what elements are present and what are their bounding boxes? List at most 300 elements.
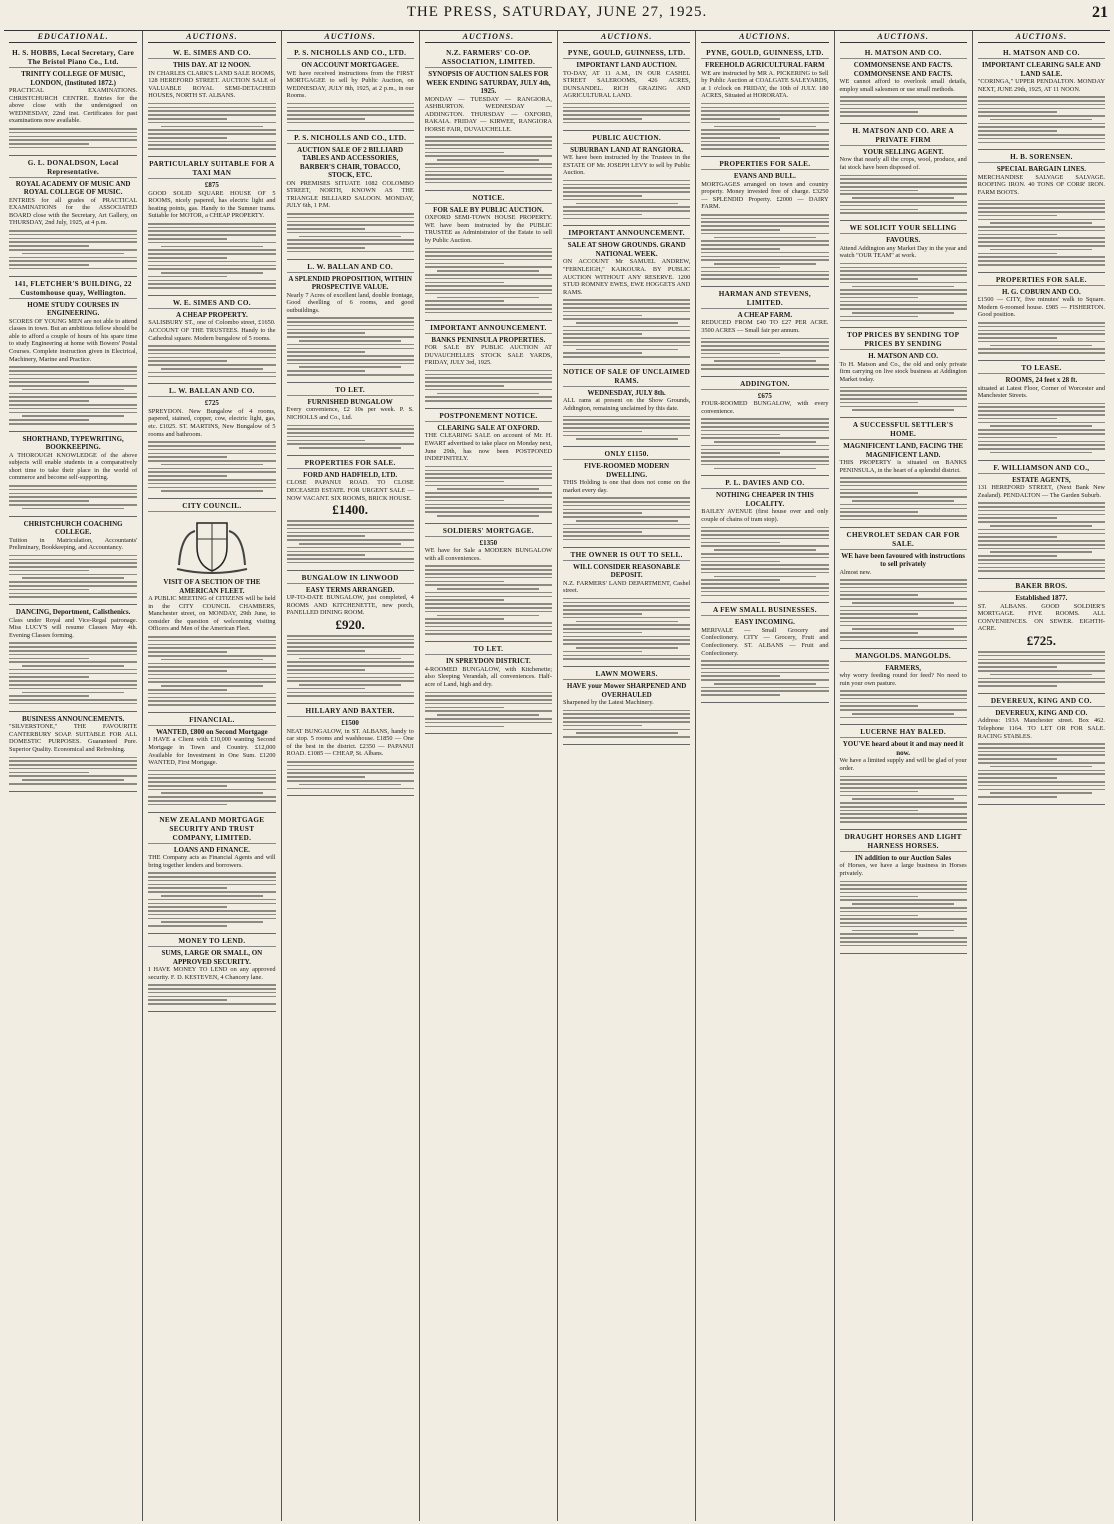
ad-heading: THIS DAY. AT 12 NOON. <box>172 61 251 69</box>
advertisement <box>840 725 967 829</box>
ad-firm: BUNGALOW IN LINWOOD <box>287 574 414 584</box>
advertisement <box>287 46 414 131</box>
ad-body: ON ACCOUNT Mr SAMUEL ANDREW, "FERNLEIGH," KAIKOURA. BY PUBLIC AUCTION WITHOUT ANY RESERVE. 1200 STUD ROMNEY EWES, EWE HOGGETS AND RAMS. <box>563 258 691 296</box>
advertisement <box>287 131 414 260</box>
ad-body: We have a limited supply and will be glad of your order. <box>839 757 967 773</box>
advertisement <box>563 131 690 227</box>
ad-firm: FINANCIAL. <box>148 716 275 726</box>
ad-heading: £725 <box>204 399 219 408</box>
small-print-lines <box>978 502 1105 572</box>
small-print-lines <box>148 345 275 377</box>
small-print-lines <box>701 418 828 469</box>
small-print-lines <box>425 248 552 314</box>
ad-firm: N.Z. FARMERS' CO-OP. ASSOCIATION, LIMITED. <box>425 49 552 68</box>
small-print-lines <box>978 651 1105 687</box>
column-header: AUCTIONS. <box>425 31 552 43</box>
ad-body: SALISBURY ST., one of Colombo street, £1650. ACCOUNT OF THE TRUSTEES. Handy to the Cathedral square. Modern bungalow of 5 rooms. <box>148 319 276 342</box>
ad-body: CLOSE PAPANUI ROAD. TO CLOSE DECEASED ESTATE. FOR URGENT SALE — NOW VACANT. SIX ROOMS, BRICK HOUSE. <box>286 479 414 502</box>
ad-heading: COMMONSENSE AND FACTS. COMMONSENSE AND FACTS. <box>853 61 953 78</box>
column-header: AUCTIONS. <box>287 31 414 43</box>
advertisement <box>840 830 967 954</box>
ad-body: Now that nearly all the crops, wool, produce, and fat stock have been disposed of. <box>839 156 967 171</box>
small-print-lines <box>287 520 414 563</box>
ad-heading: H. G. COBURN AND CO. <box>1001 287 1081 296</box>
ad-body: IN CHARLES CLARK'S LAND SALE ROOMS, 128 HEREFORD STREET. AUCTION SALE of VALUABLE ROYAL SEMI-DETACHED HOUSES, NORTH ST. ALBANS. <box>148 69 276 100</box>
ad-heading: HAVE your Mower SHARPENED AND OVERHAULED <box>566 682 687 699</box>
advertisement <box>563 667 690 745</box>
advertisement <box>840 418 967 528</box>
advertisement <box>701 157 828 287</box>
ad-heading: FOR SALE BY PUBLIC AUCTION. <box>433 205 544 214</box>
masthead-title: THE PRESS, SATURDAY, JUNE 27, 1925. <box>406 4 708 20</box>
small-print-lines <box>840 477 967 520</box>
advertisement <box>148 384 275 499</box>
ad-heading: ON ACCOUNT MORTGAGEE. <box>301 61 399 69</box>
ad-firm: H. S. HOBBS, Local Secretary, Care The Bristol Piano Co., Ltd. <box>9 49 137 68</box>
ad-heading: IMPORTANT LAND AUCTION. <box>576 61 677 69</box>
ad-body: WE are instructed by MR A. PICKERING to Sell by Public Auction at COALGATE SALEYARDS, at 1 o'clock on FRIDAY, the 10th of JULY. 180 ACRES, Situated at HORORATA. <box>701 69 829 100</box>
advertisement <box>425 642 552 734</box>
ad-body: I HAVE MONEY TO LEND on any approved security. F. D. KESTEVEN, 4 Chancery lane. <box>148 966 276 981</box>
small-print-lines <box>563 299 690 357</box>
ad-firm: H. MATSON AND CO. <box>840 49 967 59</box>
advertisement <box>563 46 690 131</box>
ad-body: FOUR-ROOMED BUNGALOW, with every convenience. <box>701 400 829 415</box>
small-print-lines <box>287 317 414 375</box>
column-header: EDUCATIONAL. <box>9 31 137 43</box>
ad-body: ALL rams at present on the Show Grounds, Addington, remaining unclaimed by this date. <box>563 397 691 412</box>
ad-body: SPREYDON. New Bungalow of 4 rooms, papered, stained, copper, cow, electric light, gas, etc. £1025. ST. MARTINS, New Bungalow of 5 rooms and bathroom. <box>148 407 276 438</box>
ad-body: PRACTICAL EXAMINATIONS. CHRISTCHURCH CENTRE. Entries for the above close with the undersigned on WEDNESDAY, 22nd inst. Certificates for past examinations now available. <box>9 87 138 125</box>
ad-heading: AUCTION SALE OF 2 BILLIARD TABLES AND ACCESSORIES, BARBER'S CHAIR, TOBACCO, STOCK, ETC. <box>297 145 404 180</box>
advertisement <box>425 46 552 191</box>
ad-body: Address: 193A Manchester street. Box 462. Telephone 1164. TO LET OR FOR SALE. RACING STABLES. <box>977 717 1105 740</box>
ad-firm: NOTICE. <box>425 194 552 204</box>
small-print-lines <box>701 103 828 150</box>
small-print-lines <box>287 635 414 697</box>
ad-body: Attend Addington any Market Day in the year and watch "OUR TEAM" at work. <box>839 244 967 260</box>
ad-firm: L. W. BALLAN AND CO. <box>287 263 414 273</box>
advertisement <box>148 813 275 934</box>
advertisement <box>840 124 967 221</box>
small-print-lines <box>148 872 275 927</box>
ad-body: 4-ROOMED BUNGALOW, with Kitchenette; also Sleeping Verandah, all conveniences. Half-acre of Land, high and dry. <box>424 665 552 688</box>
advertisement <box>9 605 137 712</box>
ad-body: MERIVALE — Small Grocery and Confectionery. CITY — Grocery, Fruit and Confectionery. ST. ALBANS — Fruit and Confectionery. <box>701 626 829 657</box>
small-print-lines <box>840 263 967 321</box>
ad-firm: PROPERTIES FOR SALE. <box>978 276 1105 286</box>
column <box>972 31 1110 1521</box>
small-print-lines <box>563 710 690 738</box>
advertisement <box>563 365 690 447</box>
small-print-lines <box>148 223 275 289</box>
ad-body: FOR SALE BY PUBLIC AUCTION AT DUVAUCHELLES STOCK SALE YARDS, FRIDAY, JULY 3rd, 1925. <box>424 344 552 367</box>
small-print-lines <box>840 579 967 641</box>
ad-firm: P. S. NICHOLLS AND CO., LTD. <box>287 49 414 59</box>
small-print-lines <box>563 497 690 540</box>
ad-firm: TO LET. <box>287 386 414 396</box>
ad-heading: DEVEREUX, KING AND CO. <box>995 708 1088 717</box>
column-header: AUCTIONS. <box>701 31 828 43</box>
ad-heading: WE have been favoured with instructions to sell privately <box>841 551 965 569</box>
advertisement <box>425 191 552 321</box>
small-print-lines <box>701 214 828 280</box>
ad-firm: 141, FLETCHER'S BUILDING, 22 Customhouse quay, Wellington. <box>9 280 137 299</box>
ad-firm: LAWN MOWERS. <box>563 670 690 680</box>
ad-heading: IN addition to our Auction Sales <box>855 853 952 862</box>
ad-body: MERCHANDISE SALVAGE SALVAGE. ROOFING IRON. 40 TONS OF CORR' IRON. FARM BOOTS. <box>977 173 1105 197</box>
page-number: 21 <box>1092 4 1108 21</box>
ad-heading: A CHEAP PROPERTY. <box>176 310 248 319</box>
ad-heading: ROYAL ACADEMY OF MUSIC AND ROYAL COLLEGE OF MUSIC. <box>15 179 131 197</box>
advertisement <box>148 934 275 1012</box>
ad-heading: BANKS PENINSULA PROPERTIES. <box>431 335 546 344</box>
ad-heading: £1500 <box>341 719 359 728</box>
ad-heading: £675 <box>757 391 772 400</box>
advertisement <box>701 603 828 703</box>
advertisement <box>840 221 967 328</box>
ad-firm: NOTICE OF SALE OF UNCLAIMED RAMS. <box>563 367 691 385</box>
ad-heading: Established 1877. <box>1015 594 1068 603</box>
advertisement <box>9 517 137 606</box>
column <box>4 31 142 1521</box>
ad-heading: £875 <box>204 181 219 190</box>
small-print-lines <box>287 213 414 252</box>
ad-heading: A SPLENDID PROPOSITION, WITHIN PROSPECTIVE VALUE. <box>288 274 412 292</box>
small-print-lines <box>425 370 552 402</box>
ad-body: I HAVE a Client with £10,000 wanting Second Mortgage in Town and Country. £12,000 Available for Investment in One Sum. £1200 WANTED, First Mortgage. <box>148 736 276 767</box>
advertisement <box>701 377 828 477</box>
advertisement <box>425 321 552 409</box>
city-crest-icon <box>167 515 257 575</box>
ad-heading: DANCING, Deportment, Calisthenics. <box>15 608 131 617</box>
ad-body: A PUBLIC MEETING of CITIZENS will be held in the CITY COUNCIL CHAMBERS, Manchester street, on MONDAY, 29th June, to consider the question of welcoming visiting Officers and Men of the American Fleet. <box>148 595 276 633</box>
ad-body: ON PREMISES SITUATE 1082 COLOMBO STREET, NORTH, KNOWN AS THE TRIANGLE BILLIARD SALOON. MONDAY, JULY 6th, 1 P.M. <box>286 179 414 210</box>
ad-firm: ADDINGTON. <box>701 380 828 390</box>
ad-heading: FURNISHED BUNGALOW <box>307 397 393 406</box>
ad-heading: SUBURBAN LAND AT RANGIORA. <box>570 145 684 154</box>
small-print-lines <box>563 103 690 124</box>
ad-heading: CHRISTCHURCH COACHING COLLEGE. <box>23 519 123 537</box>
small-print-lines <box>425 692 552 728</box>
ad-heading: SYNOPSIS OF AUCTION SALES FOR WEEK ENDING SATURDAY, JULY 4th, 1925. <box>426 70 551 95</box>
ad-body: Nearly 7 Acres of excellent land, double frontage, Good dwelling of 6 rooms, and good outbuildings. <box>286 291 414 314</box>
advertisement <box>287 704 414 796</box>
ad-heading: YOUR SELLING AGENT. <box>862 147 944 156</box>
ad-body: THE Company acts as Financial Agents and will bring together lenders and borrowers. <box>148 854 276 869</box>
small-print-lines <box>701 527 828 597</box>
small-print-lines <box>148 770 275 806</box>
ad-heading: SHORTHAND, TYPEWRITING, BOOKKEEPING. <box>22 434 124 452</box>
small-print-lines <box>148 984 275 1005</box>
ad-heading: NOTHING CHEAPER IN THIS LOCALITY. <box>716 491 814 508</box>
small-print-lines <box>9 642 137 704</box>
small-print-lines <box>287 425 414 449</box>
ad-firm: PROPERTIES FOR SALE. <box>287 459 414 469</box>
ad-firm: HARMAN AND STEVENS, LIMITED. <box>701 290 828 309</box>
small-print-lines <box>840 96 967 117</box>
small-print-lines <box>425 466 552 517</box>
ad-heading: LOANS AND FINANCE. <box>173 845 250 854</box>
advertisement <box>563 226 690 364</box>
ad-firm: TO LEASE. <box>978 364 1105 374</box>
ad-firm: SOLDIERS' MORTGAGE. <box>425 527 552 537</box>
ad-body: WE cannot afford to overlook small details, employ small salesmen or use small methods. <box>839 78 967 93</box>
ad-body: THIS PROPERTY is situated on BANKS PENINSULA, in the heart of a splendid district. <box>839 459 967 474</box>
ad-firm: TO LET. <box>425 645 552 655</box>
column-header: AUCTIONS. <box>978 31 1105 43</box>
ad-heading: ESTATE AGENTS, <box>1012 475 1071 484</box>
column <box>419 31 557 1521</box>
ad-heading: A CHEAP FARM. <box>737 310 793 319</box>
small-print-lines <box>9 366 137 424</box>
ad-heading: EASY INCOMING. <box>734 618 795 627</box>
ad-body: WE have for Sale a MODERN BUNGALOW with all conveniences. <box>424 547 552 562</box>
advertisement <box>148 713 275 813</box>
ad-body: MORTGAGES arranged on town and country property. Money invested free of charge. £3250 — SPLENDID Property. £2000 — DAIRY FARM. <box>701 180 829 211</box>
ad-body: SCORES OF YOUNG MEN are not able to attend classes in town. But an ambitious fellow should be able to afford a couple of hours of his spare time to study Engineering at home with Bowers' Postal Courses. Complete instruction given in Electrical, Machinery, Marine and Practice. <box>9 317 138 363</box>
small-print-lines <box>9 757 137 785</box>
small-print-lines <box>840 387 967 411</box>
columns-area <box>4 30 1110 1521</box>
advertisement <box>425 524 552 643</box>
ad-firm: BAKER BROS. <box>978 582 1105 592</box>
ad-firm: A FEW SMALL BUSINESSES. <box>701 606 828 616</box>
ad-body: "CORINGA," UPPER PENDALTON. MONDAY NEXT, JUNE 29th, 1925, AT 11 NOON. <box>977 78 1105 93</box>
ad-firm: PYNE, GOULD, GUINNESS, LTD. <box>563 49 690 59</box>
small-print-lines <box>287 761 414 789</box>
ad-heading: MAGNIFICENT LAND, FACING THE MAGNIFICENT LAND. <box>843 442 964 459</box>
ad-firm: L. W. BALLAN AND CO. <box>148 387 275 397</box>
ad-firm: PROPERTIES FOR SALE. <box>701 160 828 170</box>
ad-body: N.Z. FARMERS' LAND DEPARTMENT, Cashel street. <box>563 579 691 595</box>
ad-heading: WANTED, £800 on Second Mortgage <box>156 727 268 736</box>
small-print-lines <box>563 598 690 660</box>
ad-body: Sharpened by the Latest Machinery. <box>563 699 654 707</box>
ad-body: REDUCED FROM £40 TO £27 PER ACRE. 3500 ACRES — Small fair per annum. <box>701 319 829 335</box>
small-print-lines <box>425 136 552 183</box>
ad-heading: IN SPREYDON DISTRICT. <box>445 657 531 666</box>
ad-firm: LUCERNE HAY BALED. <box>840 728 967 738</box>
small-print-lines <box>978 322 1105 354</box>
ad-body: ENTRIES for all grades of PRACTICAL EXAMINATIONS for the ASSOCIATED BOARD close with the Secretary, Art Gallery, on THURSDAY, 2nd July, 1925, at 4 p.m. <box>9 196 138 227</box>
advertisement <box>840 328 967 418</box>
small-print-lines <box>9 230 137 269</box>
small-print-lines <box>9 555 137 598</box>
masthead <box>0 4 1114 26</box>
ad-body: GOOD SOLID SQUARE HOUSE OF 5 ROOMS, nicely papered, has electric light and heating points, gas. Handy to the Sumner trams. Suitable for MOTOR, a CHEAP PROPERTY. <box>148 189 276 220</box>
ad-heading: EASY TERMS ARRANGED. <box>305 585 395 594</box>
ad-firm: HILLARY AND BAXTER. <box>287 707 414 717</box>
advertisement <box>9 277 137 432</box>
ad-heading: VISIT OF A SECTION OF THE AMERICAN FLEET. <box>163 578 261 595</box>
ad-body: WE have been instructed by the Trustees in the ESTATE OF Mr. JOSEPH LEVY to sell by Public Auction. <box>563 154 691 177</box>
column <box>281 31 419 1521</box>
ad-heading: WEDNESDAY, JULY 8th. <box>587 388 666 397</box>
ad-firm: CHEVROLET SEDAN CAR FOR SALE. <box>840 531 967 550</box>
ad-firm: POSTPONEMENT NOTICE. <box>425 412 552 422</box>
small-print-lines <box>978 200 1105 266</box>
small-print-lines <box>148 103 275 150</box>
ad-firm: P. S. NICHOLLS AND CO., LTD. <box>287 134 414 144</box>
advertisement <box>978 461 1105 580</box>
advertisement <box>287 260 414 383</box>
ad-heading: FORD AND HADFIELD, LTD. <box>303 470 398 479</box>
ad-firm: CITY COUNCIL. <box>148 502 275 512</box>
ad-firm: H. MATSON AND CO. ARE A PRIVATE FIRM <box>840 127 967 146</box>
advertisement <box>978 46 1105 150</box>
ad-body: BAILEY AVENUE (first house over and only couple of chains of tram stop). <box>701 508 829 523</box>
advertisement <box>701 287 828 377</box>
ad-firm: WE SOLICIT YOUR SELLING <box>840 224 967 234</box>
ad-price: £1400. <box>332 502 368 518</box>
ad-body: THE CLEARING SALE on account of Mr. H. EWART advertised to take place on Monday next, June 29th, has now been POSTPONED INDEFINITELY. <box>424 432 552 463</box>
ad-heading: FIVE-ROOMED MODERN DWELLING. <box>584 462 670 479</box>
advertisement <box>701 46 828 157</box>
ad-heading: IMPORTANT CLEARING SALE AND LAND SALE. <box>982 61 1101 78</box>
ad-firm: F. WILLIAMSON AND CO., <box>978 464 1105 474</box>
column <box>834 31 972 1521</box>
column <box>557 31 695 1521</box>
advertisement <box>978 150 1105 272</box>
advertisement <box>978 361 1105 461</box>
advertisement <box>9 712 137 792</box>
ad-body: "SILVERSTONE," THE FAVOURITE CANTERBURY SOAP. SUITABLE FOR ALL DOMESTIC PURPOSES. Guaranteed Pure. Superior Quality. Economical and Refreshing. <box>9 723 138 753</box>
ad-firm: W. E. SIMES AND CO. <box>148 299 275 309</box>
ad-body: 131 HEREFORD STREET, (Next Bank New Zealand). PENDALTON — The Garden Suburb. <box>977 484 1105 499</box>
small-print-lines <box>563 180 690 219</box>
ad-heading: FARMERS, <box>885 663 922 672</box>
ad-firm: PUBLIC AUCTION. <box>563 134 690 144</box>
advertisement <box>978 273 1105 361</box>
ad-heading: FAVOURS. <box>886 236 921 245</box>
ad-heading: BUSINESS ANNOUNCEMENTS. <box>21 714 125 723</box>
column-header: AUCTIONS. <box>840 31 967 43</box>
ad-firm: A SUCCESSFUL SETTLER'S HOME. <box>840 421 967 440</box>
small-print-lines <box>840 175 967 214</box>
advertisement <box>840 649 967 726</box>
ad-firm: THE OWNER IS OUT TO SELL. <box>563 551 690 561</box>
ad-heading: H. MATSON AND CO. <box>868 352 938 361</box>
ad-body: ST. ALBANS. GOOD SOLDIER'S MORTGAGE. FIVE ROOMS. ALL CONVENIENCES. ON SEWER. EIGHTH-ACRE. <box>977 602 1105 633</box>
small-print-lines <box>978 96 1105 143</box>
ad-heading: SALE AT SHOW GROUNDS. GRAND NATIONAL WEEK. <box>567 241 686 258</box>
ad-body: of Horses, we have a large business in Horses privately. <box>839 862 967 877</box>
ad-body: situated at Latest Floor, Corner of Worcester and Manchester Streets. <box>977 384 1105 400</box>
ad-firm: H. B. SORENSEN. <box>978 153 1105 163</box>
ad-firm: P. L. DAVIES AND CO. <box>701 479 828 489</box>
advertisement <box>978 579 1105 694</box>
column <box>142 31 280 1521</box>
advertisement <box>840 46 967 124</box>
advertisement <box>701 476 828 603</box>
advertisement <box>148 157 275 296</box>
ad-firm: MANGOLDS. MANGOLDS. <box>840 652 967 662</box>
advertisement <box>287 456 414 571</box>
ad-firm: NEW ZEALAND MORTGAGE SECURITY AND TRUST COMPANY, LIMITED. <box>148 816 275 844</box>
ad-body: NEAT BUNGALOW, in ST. ALBANS, handy to car stop. 5 rooms and washhouse. £1850 — One of the best in the district. £2350 — PAPANUI ROAD. £1085 — CHEAP, St. Albans. <box>286 727 414 758</box>
small-print-lines <box>563 416 690 440</box>
ad-firm: G. L. DONALDSON, Local Representative. <box>9 159 137 178</box>
advertisement <box>287 571 414 705</box>
column-header: AUCTIONS. <box>563 31 690 43</box>
small-print-lines <box>840 776 967 823</box>
small-print-lines <box>701 660 828 696</box>
small-print-lines <box>425 565 552 635</box>
ad-firm: PARTICULARLY SUITABLE FOR A TAXI MAN <box>149 160 275 178</box>
small-print-lines <box>287 103 414 124</box>
ad-body: To H. Matson and Co., the old and only private firm carrying on live stock business at Addington Market today. <box>839 360 967 384</box>
small-print-lines <box>978 403 1105 454</box>
ad-firm: W. E. SIMES AND CO. <box>148 49 275 59</box>
ad-body: TO-DAY, AT 11 A.M., IN OUR CASHEL STREET SALEROOMS, 426 ACRES, DUNSANDEL. RICH GRAZING AND AGRICULTURAL LAND. <box>563 69 691 100</box>
ad-heading: £1350 <box>479 538 498 547</box>
ad-firm: DEVEREUX, KING AND CO. <box>978 697 1105 707</box>
ad-body: UP-TO-DATE BUNGALOW, just completed, 4 ROOMS AND KITCHENETTE, new porch, PANELLED DINING ROOM. <box>286 594 414 617</box>
ad-firm: TOP PRICES BY SENDING TOP PRICES BY SENDING <box>840 331 967 350</box>
ad-body: Almost new. <box>839 568 872 576</box>
advertisement <box>563 548 690 667</box>
column-header: AUCTIONS. <box>148 31 275 43</box>
ad-price: £725. <box>1026 633 1056 649</box>
small-print-lines <box>9 485 137 509</box>
advertisement <box>978 694 1105 805</box>
ad-body: WE have received instructions from the FIRST MORTGAGEE to sell by Public Auction, on WEDNESDAY, JULY 8th, 1925, at 2 p.m., in our Rooms. <box>286 69 414 100</box>
ad-body: Every convenience, £2 10s per week. P. S. NICHOLLS and Co., Ltd. <box>286 406 414 421</box>
small-print-lines <box>148 441 275 492</box>
ad-body: A THOROUGH KNOWLEDGE of the above subjects will enable students in a comparatively short time to take their place in the world of commerce and become self-supporting. <box>9 451 138 482</box>
advertisement <box>287 383 414 456</box>
ad-heading: SUMS, LARGE OR SMALL, ON APPROVED SECURITY. <box>161 949 263 966</box>
ad-heading: YOU'VE heard about it and may need it now. <box>842 740 964 757</box>
ad-body: MONDAY — TUESDAY — RANGIORA, ASHBURTON. WEDNESDAY — ADDINGTON. THURSDAY — OXFORD, RAKAIA. FRIDAY — KIRWEE, RANGIORA HORSE FAIR, DUVAUCHELLE. <box>424 95 552 133</box>
ad-firm: IMPORTANT ANNOUNCEMENT. <box>563 229 690 239</box>
ad-price: £920. <box>335 616 365 632</box>
ad-firm: IMPORTANT ANNOUNCEMENT. <box>425 324 552 334</box>
ad-firm: DRAUGHT HORSES AND LIGHT HARNESS HORSES. <box>840 833 967 852</box>
ad-heading: SPECIAL BARGAIN LINES. <box>996 165 1087 174</box>
advertisement <box>148 296 275 384</box>
ad-body: why worry feeding round for feed? No need to ruin your own pasture. <box>839 672 967 687</box>
ad-body: OXFORD SEMI-TOWN HOUSE PROPERTY. WE have been instructed by the PUBLIC TRUSTEE as Administrator of the Estate to sell by Public Auction. <box>424 214 552 244</box>
advertisement <box>148 46 275 157</box>
small-print-lines <box>840 881 967 947</box>
ad-firm: ONLY £1150. <box>563 450 690 460</box>
small-print-lines <box>840 690 967 718</box>
ad-heading: EVANS AND BULL. <box>733 172 796 181</box>
ad-firm: H. MATSON AND CO. <box>978 49 1105 59</box>
ad-heading: WILL CONSIDER REASONABLE DEPOSIT. <box>572 562 681 580</box>
advertisement <box>9 156 137 277</box>
advertisement <box>563 447 690 548</box>
ad-body: £1500 — CITY, five minutes' walk to Square. Modern 6-roomed house. £985 — FISHERTON. Good position. <box>977 296 1105 319</box>
advertisement <box>840 528 967 649</box>
advertisement <box>9 432 137 517</box>
ad-heading: ROOMS, 24 feet x 28 ft. <box>1005 376 1078 384</box>
ad-body: THIS Holding is one that does not come on the market every day. <box>563 479 691 494</box>
advertisement <box>425 409 552 524</box>
small-print-lines <box>978 743 1105 798</box>
small-print-lines <box>701 338 828 370</box>
column <box>695 31 833 1521</box>
ad-firm: PYNE, GOULD, GUINNESS, LTD. <box>701 49 828 59</box>
ad-heading: CLEARING SALE AT OXFORD. <box>437 423 540 432</box>
advertisement <box>9 46 137 156</box>
ad-heading: FREEHOLD AGRICULTURAL FARM <box>705 61 825 69</box>
ad-heading: TRINITY COLLEGE OF MUSIC, LONDON, (Instituted 1872.) <box>21 70 126 87</box>
ad-body: Class under Royal and Vice-Regal patronage. Miss LUCY'S will resume Classes May 4th. Evening Classes forming. <box>9 616 138 639</box>
ad-firm: MONEY TO LEND. <box>148 937 275 947</box>
